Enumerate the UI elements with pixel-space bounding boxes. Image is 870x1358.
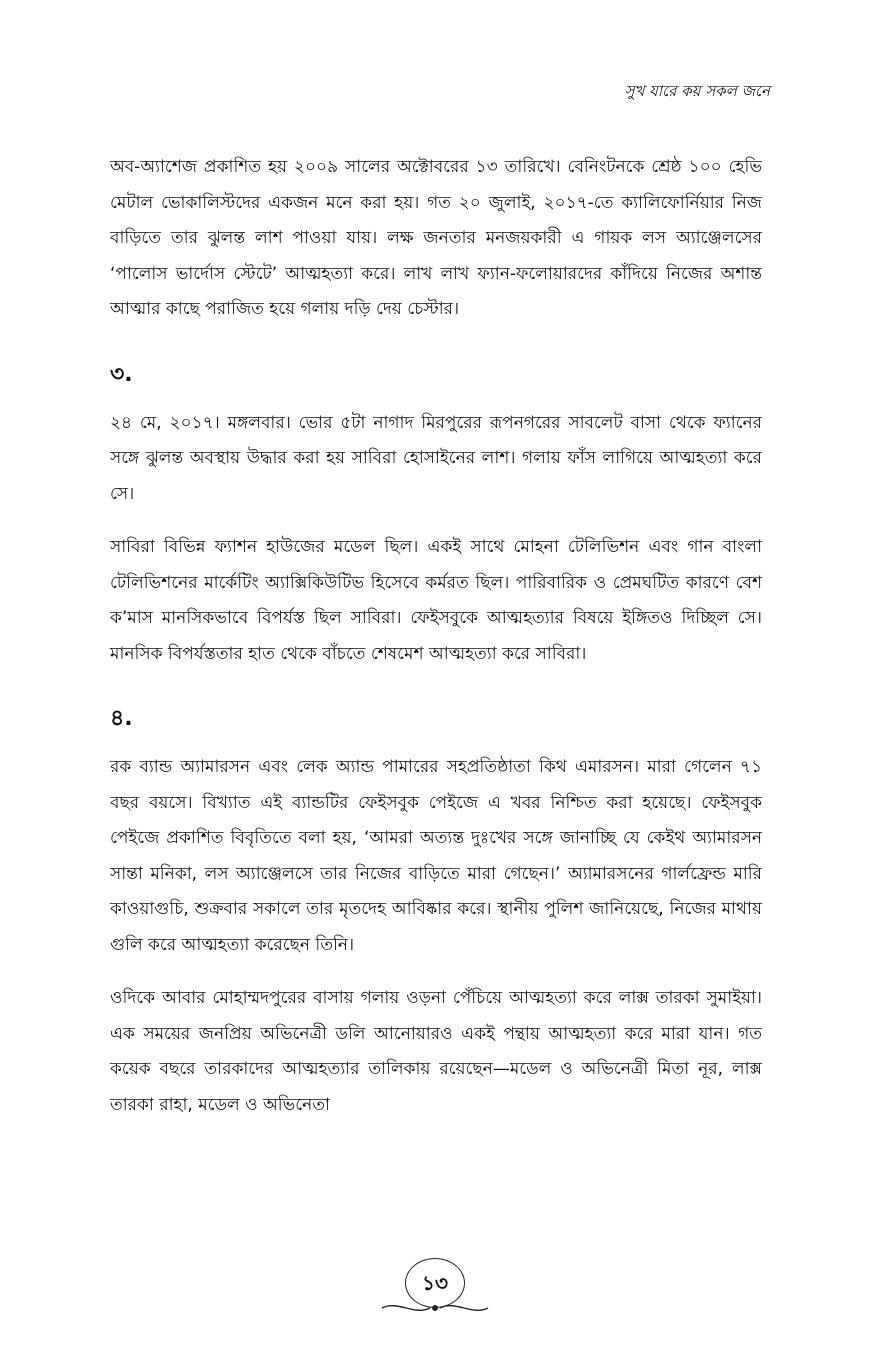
page-number-label: ১৩ [405,1258,465,1308]
page-body [110,150,762,1141]
paragraph: রক ব্যান্ড অ্যামারসন এবং লেক অ্যান্ড পামারের সহপ্রতিষ্ঠাতা কিথ এমারসন। মারা গেলেন ৭১ বছর বয়সে। বিখ্যাত এই ব্যান্ডটির ফেইসবুক পেইজে এ খবর নিশ্চিত করা হয়েছে। ফেইসবুক পেইজে প্রকাশিত বিবৃতিতে বলা হয়, ‘আমরা অত্যন্ত দুঃখের সঙ্গে জানাচ্ছি যে কেইথ অ্যামারসন সান্তা মনিকা, লস অ্যাঞ্জেলসে তার নিজের বাড়িতে মারা গেছেন।’ অ্যামারসনের গার্লফ্রেন্ড মারি কাওয়াগুচি, শুক্রবার সকালে তার মৃতদেহ আবিষ্কার করে। স্থানীয় পুলিশ জানিয়েছে, নিজের মাথায় গুলি করে আত্মহত্যা করেছেন তিনি। [110,757,762,955]
flourish-ornament-icon [378,1298,492,1318]
section-number: ৪. [110,706,133,731]
paragraph: অব-অ্যাশেজ প্রকাশিত হয় ২০০৯ সালের অক্টোবরের ১৩ তারিখে। বেনিংটনকে শ্রেষ্ঠ ১০০ হেভি মেটাল ভোকালিস্টদের একজন মনে করা হয়। গত ২০ জুলাই, ২০১৭-তে ক্যালিফোর্নিয়ার নিজ বাড়িতে তার ঝুলন্ত লাশ পাওয়া যায়। লক্ষ জনতার মনজয়কারী এ গায়ক লস অ্যাঞ্জেলসের ‘পালোস ভার্দোস স্টেটে’ আত্মহত্যা করে। লাখ লাখ ফ্যান-ফলোয়ারদের কাঁদিয়ে নিজের অশান্ত আত্মার কাছে পরাজিত হয়ে গলায় দড়ি দেয় চেস্টার। [110,157,762,319]
paragraph: সাবিরা বিভিন্ন ফ্যাশন হাউজের মডেল ছিল। একই সাথে মোহনা টেলিভিশন এবং গান বাংলা টেলিভিশনের মার্কেটিং অ্যাক্সিকিউটিভ হিসেবে কর্মরত ছিল। পারিবারিক ও প্রেমঘটিত কারণে বেশ ক’মাস মানসিকভাবে বিপর্যস্ত ছিল সাবিরা। ফেইসবুকে আত্মহত্যার বিষয়ে ইঙ্গিতও দিচ্ছিল সে। মানসিক বিপর্যস্ততার হাত থেকে বাঁচতে শেষমেশ আত্মহত্যা করে সাবিরা। [110,537,762,664]
section-number: ৩. [110,361,133,387]
paragraph: ওদিকে আবার মোহাম্মদপুরের বাসায় গলায় ওড়না পেঁচিয়ে আত্মহত্যা করে লাক্স তারকা সুমাইয়া। এক সময়ের জনপ্রিয় অভিনেত্রী ডলি আনোয়ারও একই পন্থায় আত্মহত্যা করে মারা যান। গত কয়েক বছরে তারকাদের আত্মহত্যার তালিকায় রয়েছেন—মডেল ও অভিনেত্রী মিতা নূর, লাক্স তারকা রাহা, মডেল ও অভিনেতা [110,988,762,1115]
paragraph: ২৪ মে, ২০১৭। মঙ্গলবার। ভোর ৫টা নাগাদ মিরপুরের রূপনগরের সাবলেট বাসা থেকে ফ্যানের সঙ্গে ঝুলন্ত অবস্থায় উদ্ধার করা হয় সাবিরা হোসাইনের লাশ। গলায় ফাঁস লাগিয়ে আত্মহত্যা করে সে। [110,412,762,504]
running-head: সুখ যারে কয় সকল জনে [624,82,770,100]
